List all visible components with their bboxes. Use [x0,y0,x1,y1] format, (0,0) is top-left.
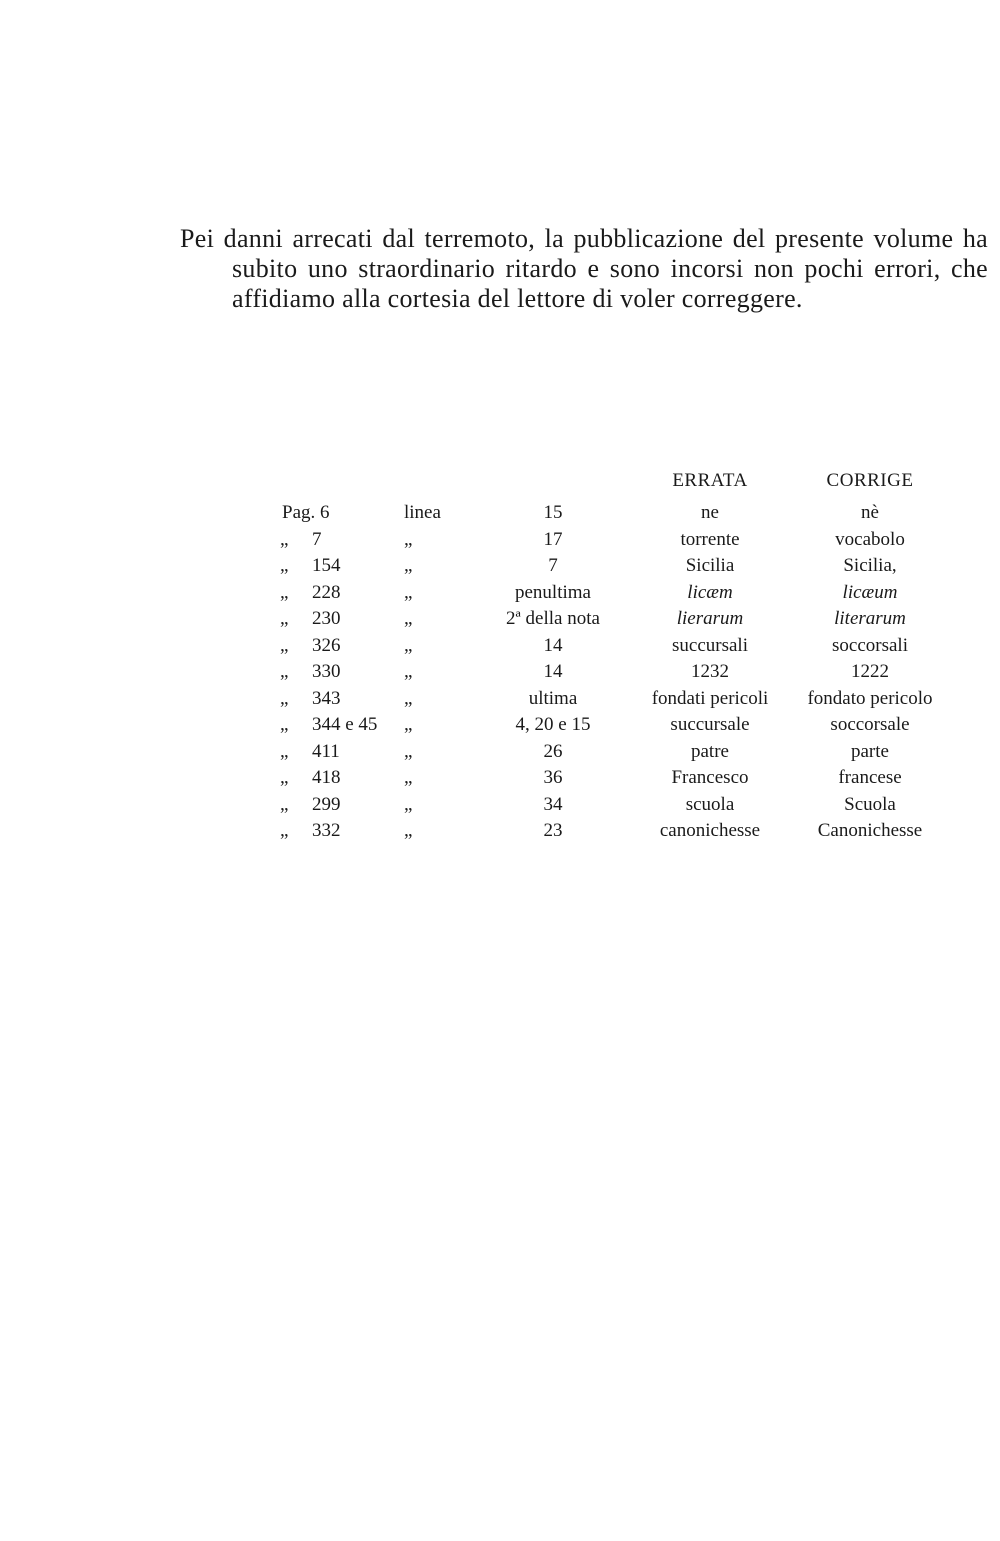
errata-text: patre [691,740,729,762]
ditto-mark: „ [280,767,289,788]
ditto-mark: „ [280,740,289,762]
line-ref: 7 [548,555,558,576]
corrige-text: fondato pericolo [807,687,933,709]
corrige-text: soccorsale [830,714,910,735]
ditto-mark: „ [280,555,289,576]
page-ref: 343 [312,687,341,709]
ditto-mark: „ [404,581,413,603]
errata-notice: Pei danni arrecati dal terremoto, la pubblicazione del presente volume ha subito uno straordinario ritardo e sono incorsi non pochi errori, che affidiamo alla cortesia del lettore di voler correggere. [180,224,988,313]
corrige-text: vocabolo [835,528,905,550]
ditto-mark: „ [404,820,413,841]
table-row [270,659,950,686]
page-ref: 230 [312,608,341,629]
page-ref: 326 [312,634,341,656]
linea-label: linea [404,502,441,523]
errata-text: torrente [680,528,740,550]
line-ref: 2ª della nota [506,608,600,629]
line-ref: 26 [543,740,563,762]
ditto-mark: „ [280,661,289,682]
table-row [270,500,950,527]
ditto-mark: „ [280,793,289,815]
errata-header: ERRATA [672,470,748,491]
line-ref: 34 [543,793,563,815]
ditto-mark: „ [404,555,413,576]
errata-text: fondati pericoli [651,687,769,709]
corrige-text: francese [838,767,902,788]
table-row [270,633,950,660]
errata-text: succursali [672,634,748,656]
errata-text: succursale [670,714,750,735]
page-ref: 228 [312,581,341,603]
table-row [270,527,950,554]
ditto-mark: „ [280,581,289,603]
table-row [270,606,950,633]
page-ref: Pag. 6 [282,502,330,523]
ditto-mark: „ [404,740,413,762]
page-ref: 299 [312,793,341,815]
table-row [270,686,950,713]
page-ref: 7 [312,528,322,550]
line-ref: 15 [543,502,563,523]
ditto-mark: „ [404,767,413,788]
line-ref: ultima [528,687,578,709]
errata-text: Francesco [671,767,749,788]
corrige-text: Sicilia, [843,555,897,576]
ditto-mark: „ [404,661,413,682]
table-row [270,739,950,766]
errata-text: lierarum [676,608,744,629]
line-ref: penultima [515,581,591,603]
errata-text: scuola [685,793,735,815]
corrige-text: Scuola [844,793,896,815]
page-ref: 154 [312,555,341,576]
line-ref: 4, 20 e 15 [515,714,591,735]
table-row [270,818,950,845]
errata-header-row [270,462,950,500]
table-row [270,712,950,739]
corrige-header: CORRIGE [826,470,914,491]
page-ref: 330 [312,661,341,682]
errata-text: canonichesse [659,820,761,841]
ditto-mark: „ [404,528,413,550]
line-ref: 36 [543,767,563,788]
ditto-mark: „ [404,687,413,709]
line-ref: 17 [543,528,563,550]
corrige-text: licæum [842,581,898,603]
ditto-mark: „ [404,793,413,815]
corrige-text: soccorsali [832,634,908,656]
ditto-mark: „ [280,608,289,629]
errata-text: 1232 [691,661,729,682]
line-ref: 14 [543,634,563,656]
line-ref: 14 [543,661,563,682]
ditto-mark: „ [280,634,289,656]
corrige-text: Canonichesse [817,820,923,841]
errata-text: licæm [687,581,733,603]
corrige-text: literarum [834,608,906,629]
errata-text: Sicilia [685,555,735,576]
table-row [270,553,950,580]
errata-table [270,462,950,845]
corrige-text: nè [861,502,879,523]
ditto-mark: „ [280,714,289,735]
page-ref: 411 [312,740,340,762]
page-ref: 418 [312,767,341,788]
errata-text: ne [701,502,719,523]
ditto-mark: „ [404,714,413,735]
ditto-mark: „ [404,634,413,656]
ditto-mark: „ [280,687,289,709]
table-row [270,580,950,607]
ditto-mark: „ [280,820,289,841]
corrige-text: 1222 [851,661,889,682]
table-row [270,792,950,819]
ditto-mark: „ [404,608,413,629]
corrige-text: parte [851,740,889,762]
ditto-mark: „ [280,528,289,550]
table-row [270,765,950,792]
page-ref: 344 e 45 [312,714,378,735]
page-ref: 332 [312,820,341,841]
line-ref: 23 [543,820,563,841]
